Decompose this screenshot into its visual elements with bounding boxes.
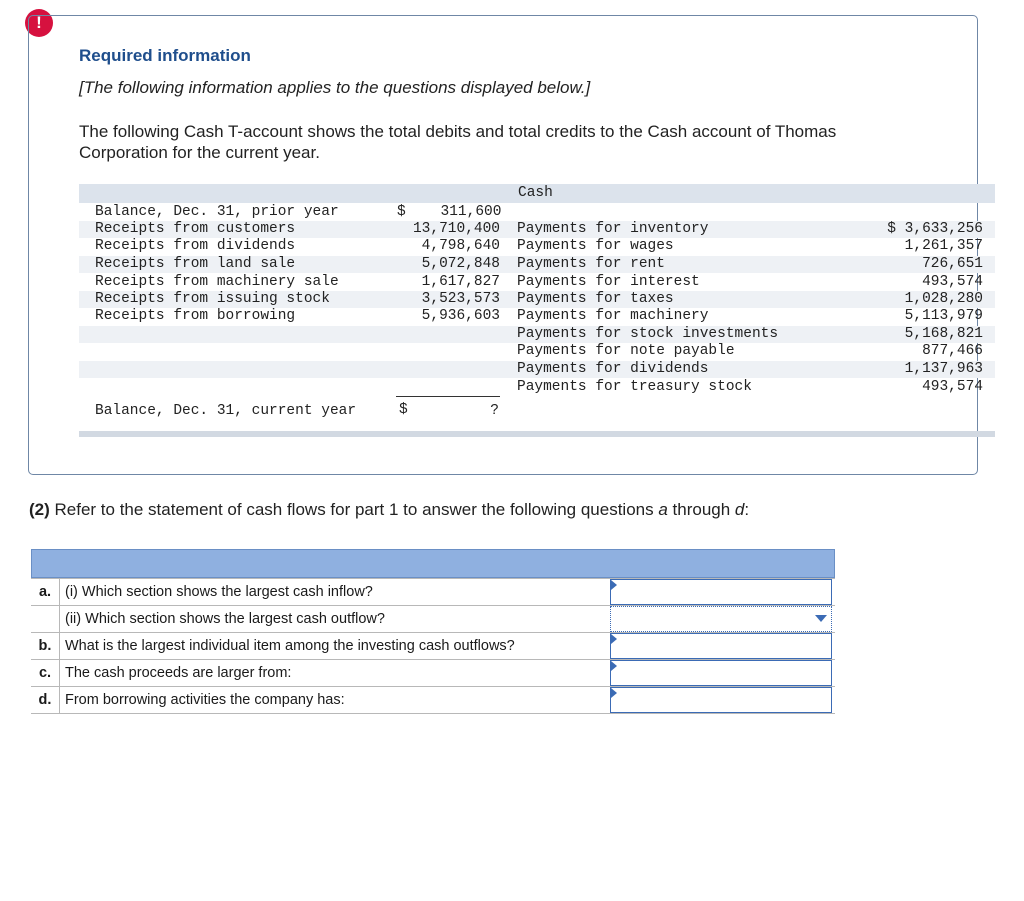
credit-amount: 1,137,963 <box>904 361 983 377</box>
answer-input-a-i[interactable] <box>610 579 832 605</box>
answer-select-a-ii[interactable] <box>610 606 832 632</box>
ending-balance-label: Balance, Dec. 31, current year <box>95 403 357 419</box>
info-description: The following Cash T-account shows the total debits and total credits to the Cash account of Thomas Corporation for the current year. <box>79 122 837 162</box>
debit-label: Receipts from dividends <box>95 238 296 254</box>
credit-label: Payments for stock investments <box>517 326 779 342</box>
answer-marker-icon <box>611 661 617 671</box>
debit-label: Receipts from issuing stock <box>95 291 330 307</box>
question-text: From borrowing activities the company has: <box>65 692 345 708</box>
question-letter: b. <box>31 633 60 659</box>
credit-label: Payments for treasury stock <box>517 379 752 395</box>
credit-label: Payments for rent <box>517 256 665 272</box>
question-row <box>31 606 835 633</box>
credit-amount: 493,574 <box>922 274 983 290</box>
part2-end: : <box>744 500 750 519</box>
questions-table <box>31 549 835 714</box>
question-text: The cash proceeds are larger from: <box>65 665 292 681</box>
question-text: What is the largest individual item among the investing cash outflows? <box>65 638 515 654</box>
answer-input-c[interactable] <box>610 660 832 686</box>
answer-marker-icon <box>611 634 617 644</box>
question-text: (i) Which section shows the largest cash inflow? <box>65 584 373 600</box>
answer-marker-icon <box>611 688 617 698</box>
debit-label: Balance, Dec. 31, prior year <box>95 204 339 220</box>
debit-label: Receipts from land sale <box>95 256 296 272</box>
credit-amount: 877,466 <box>922 343 983 359</box>
debit-amount: 5,072,848 <box>421 256 500 272</box>
answer-input-d[interactable] <box>610 687 832 713</box>
t-account-title: Cash <box>518 185 553 201</box>
credit-label: Payments for interest <box>517 274 700 290</box>
debit-label: Receipts from borrowing <box>95 308 296 324</box>
cash-t-account <box>79 183 995 438</box>
question-letter <box>31 606 60 632</box>
alert-symbol: ! <box>36 13 42 32</box>
debit-label: Receipts from customers <box>95 221 296 237</box>
part2-text: Refer to the statement of cash flows for part 1 to answer the following questions <box>49 500 659 519</box>
info-title: Required information <box>79 46 251 65</box>
credit-label: Payments for machinery <box>517 308 709 324</box>
credit-label: Payments for inventory <box>517 221 709 237</box>
credit-amount: $ 3,633,256 <box>887 221 983 237</box>
credit-amount: 5,168,821 <box>904 326 983 342</box>
credit-amount: 1,028,280 <box>904 291 983 307</box>
credit-label: Payments for dividends <box>517 361 709 377</box>
question-row <box>31 660 835 687</box>
part2-number: (2) <box>29 500 50 519</box>
ending-balance-currency: $ <box>399 402 408 418</box>
part2-italic-a: a <box>658 500 668 519</box>
ending-balance-amount: ? <box>490 403 499 419</box>
chevron-down-icon[interactable] <box>815 615 827 622</box>
total-rule <box>396 396 500 397</box>
credit-amount: 1,261,357 <box>904 238 983 254</box>
credit-label: Payments for wages <box>517 238 674 254</box>
answer-input-b[interactable] <box>610 633 832 659</box>
credit-label: Payments for taxes <box>517 291 674 307</box>
credit-label: Payments for note payable <box>517 343 735 359</box>
part2-instruction <box>29 500 749 520</box>
credit-amount: 493,574 <box>922 379 983 395</box>
debit-amount: 5,936,603 <box>421 308 500 324</box>
t-account-footer-bar <box>79 431 995 437</box>
credit-amount: 5,113,979 <box>904 308 983 324</box>
question-row <box>31 633 835 660</box>
question-row <box>31 687 835 714</box>
part2-italic-d: d <box>734 500 745 519</box>
answer-marker-icon <box>611 580 617 590</box>
debit-amount: $ 311,600 <box>397 204 502 220</box>
debit-amount: 4,798,640 <box>421 238 500 254</box>
question-letter: d. <box>31 687 60 713</box>
questions-header-bar <box>31 549 835 578</box>
part2-mid: through <box>667 500 735 519</box>
debit-amount: 1,617,827 <box>421 274 500 290</box>
question-text: (ii) Which section shows the largest cash outflow? <box>65 611 385 627</box>
debit-amount: 13,710,400 <box>412 221 500 237</box>
debit-label: Receipts from machinery sale <box>95 274 339 290</box>
info-note: [The following information applies to the questions displayed below.] <box>79 78 591 97</box>
question-row <box>31 579 835 606</box>
question-letter: c. <box>31 660 60 686</box>
credit-amount: 726,651 <box>922 256 983 272</box>
question-letter: a. <box>31 579 60 605</box>
debit-amount: 3,523,573 <box>421 291 500 307</box>
